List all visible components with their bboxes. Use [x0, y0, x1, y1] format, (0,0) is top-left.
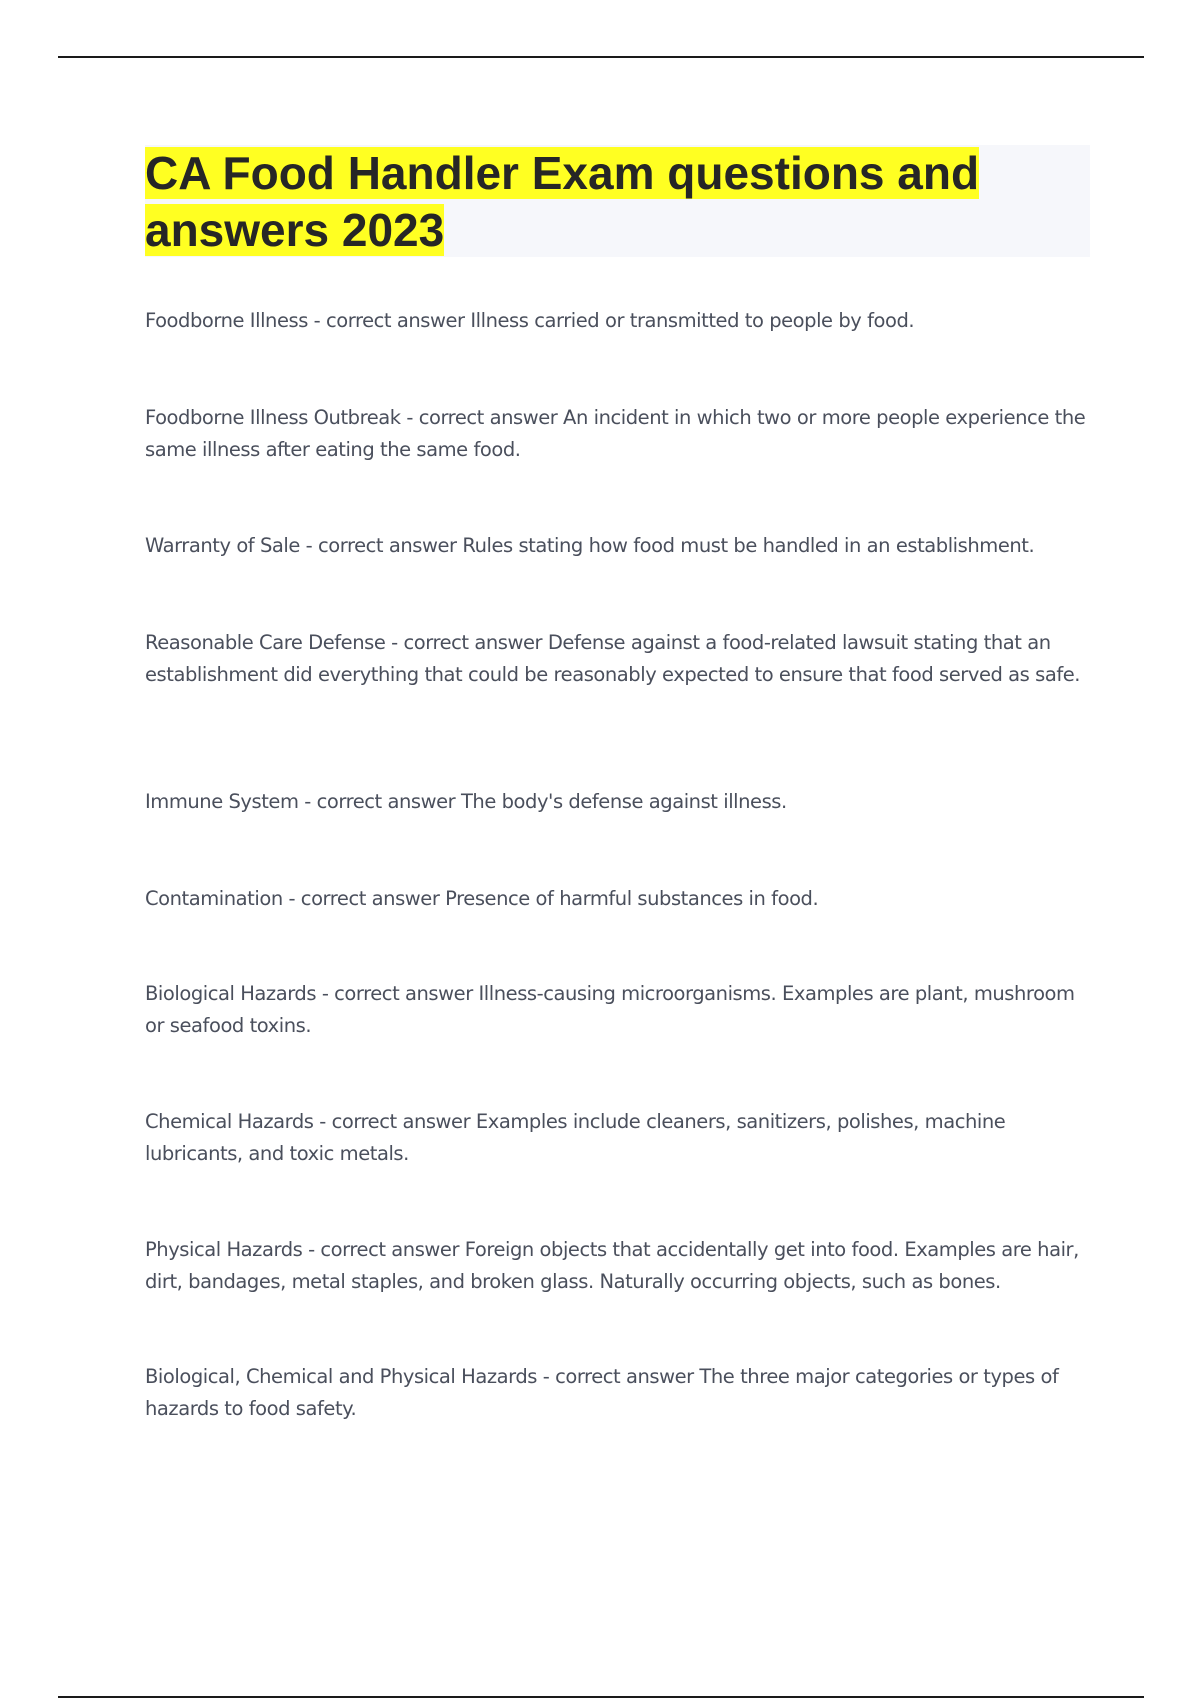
qa-entry-contamination: Contamination - correct answer Presence of harmful substances in food.: [145, 887, 819, 910]
title-block: [145, 145, 1090, 257]
qa-entry-chemical-hazards: Chemical Hazards - correct answer Examples include cleaners, sanitizers, polishes, machine lubricants, and toxic metals.: [145, 1110, 1006, 1165]
qa-entry-physical-hazards: Physical Hazards - correct answer Foreign objects that accidentally get into food. Examples are hair, dirt, bandages, metal staples, and broken glass. Naturally occurring objects, such as bones.: [145, 1238, 1079, 1293]
qa-entry-immune-system: Immune System - correct answer The body's defense against illness.: [145, 790, 787, 813]
qa-entry-foodborne-illness-outbreak: Foodborne Illness Outbreak - correct answer An incident in which two or more people experience the same illness after eating the same food.: [145, 406, 1086, 461]
qa-entry-hazard-categories: Biological, Chemical and Physical Hazards - correct answer The three major categories or types of hazards to food safety.: [145, 1365, 1059, 1420]
qa-entry-foodborne-illness: Foodborne Illness - correct answer Illness carried or transmitted to people by food.: [145, 309, 915, 332]
qa-entry-biological-hazards: Biological Hazards - correct answer Illness-causing microorganisms. Examples are plant, mushroom or seafood toxins.: [145, 982, 1075, 1037]
document-title: [145, 145, 1090, 259]
title-highlight: CA Food Handler Exam questions and answers 2023: [145, 147, 980, 256]
bottom-rule: [58, 1696, 1144, 1698]
qa-entry-reasonable-care-defense: Reasonable Care Defense - correct answer Defense against a food-related lawsuit stating that an establishment did everything that could be reasonably expected to ensure that food served as safe.: [145, 631, 1081, 686]
qa-entry-warranty-of-sale: Warranty of Sale - correct answer Rules stating how food must be handled in an establishment.: [145, 534, 1035, 557]
top-rule: [58, 56, 1144, 58]
